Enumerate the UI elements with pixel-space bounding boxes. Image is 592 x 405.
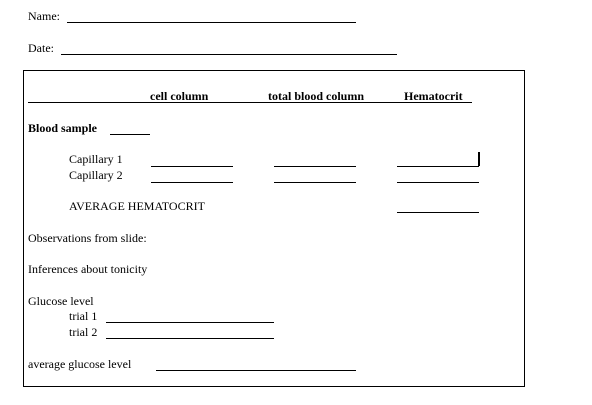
inferences-label: Inferences about tonicity — [28, 262, 148, 276]
capillary-1-total-field[interactable] — [274, 166, 356, 167]
capillary-1-cell-field[interactable] — [151, 166, 233, 167]
glucose-trial-1-field[interactable] — [106, 322, 274, 323]
capillary-1-hematocrit-field[interactable] — [397, 166, 479, 167]
observations-label: Observations from slide: — [28, 231, 147, 245]
date-label: Date: — [28, 41, 54, 55]
average-hematocrit-field[interactable] — [397, 212, 479, 213]
glucose-level-label: Glucose level — [28, 294, 94, 308]
blood-sample-label: Blood sample — [28, 121, 98, 135]
text-cursor — [478, 152, 480, 166]
capillary-1-label: Capillary 1 — [69, 152, 123, 166]
glucose-trial-1-label: trial 1 — [69, 309, 98, 323]
column-header-hematocrit: Hematocrit — [404, 89, 463, 103]
name-field[interactable] — [67, 22, 356, 23]
glucose-trial-2-label: trial 2 — [69, 325, 98, 339]
blood-sample-field[interactable] — [110, 134, 150, 135]
column-header-cell: cell column — [150, 89, 209, 103]
column-header-total-blood: total blood column — [268, 89, 365, 103]
average-glucose-label: average glucose level — [28, 357, 132, 371]
date-field[interactable] — [61, 54, 397, 55]
capillary-2-total-field[interactable] — [274, 182, 356, 183]
glucose-trial-2-field[interactable] — [106, 338, 274, 339]
capillary-2-cell-field[interactable] — [151, 182, 233, 183]
average-glucose-field[interactable] — [156, 370, 356, 371]
worksheet-box — [23, 70, 525, 387]
capillary-2-label: Capillary 2 — [69, 168, 123, 182]
name-label: Name: — [28, 9, 60, 23]
capillary-2-hematocrit-field[interactable] — [397, 182, 479, 183]
average-hematocrit-label: AVERAGE HEMATOCRIT — [69, 199, 205, 213]
